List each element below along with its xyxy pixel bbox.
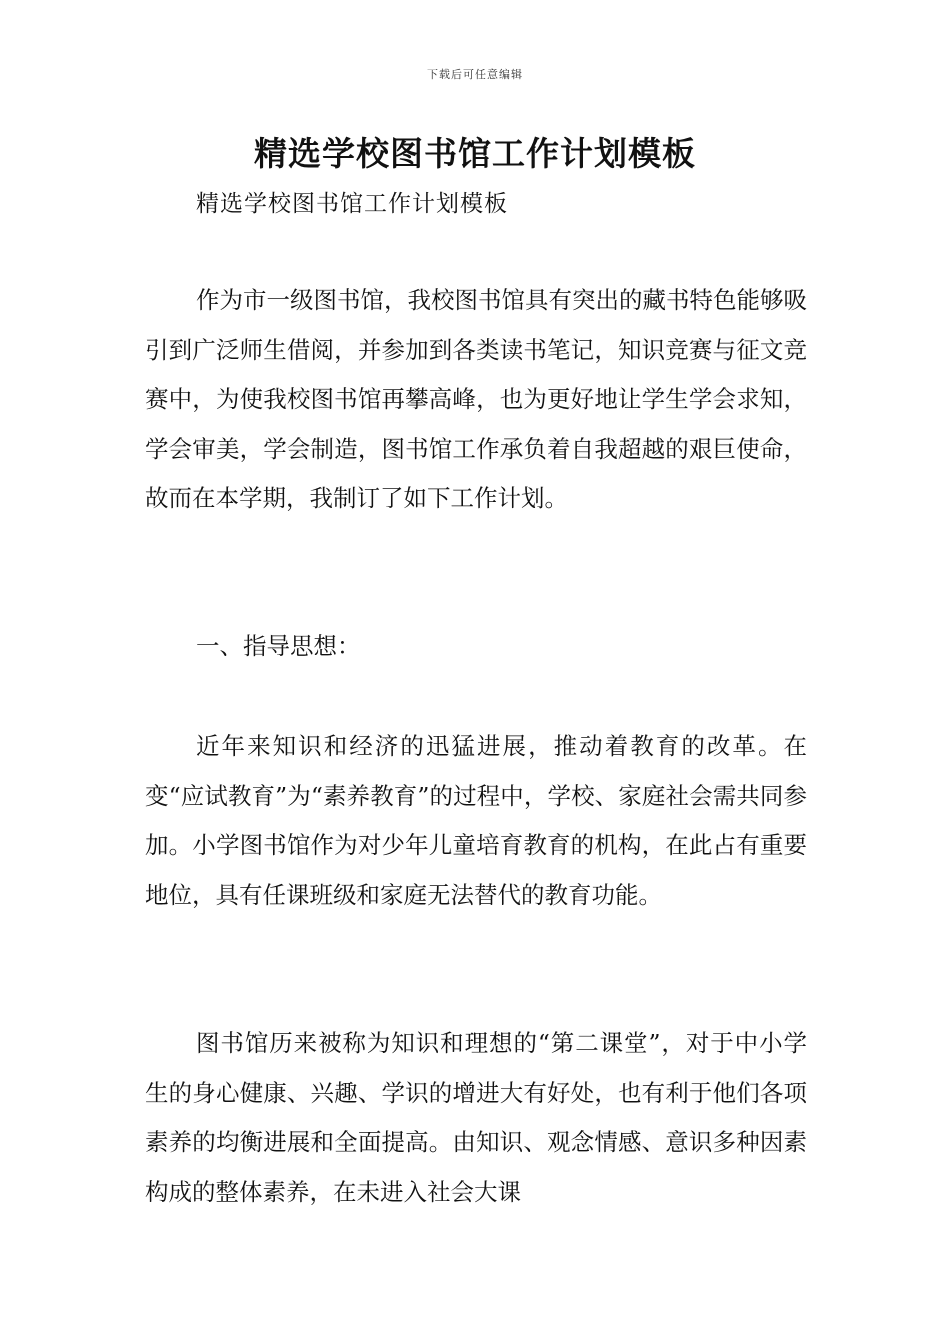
section-heading-guiding-thought: 一、指导思想： <box>196 632 361 660</box>
intro-paragraph: 作为市一级图书馆，我校图书馆具有突出的藏书特色能够吸引到广泛师生借阅，并参加到各类读书笔记，知识竞赛与征文竞赛中，为使我校图书馆再攀高峰，也为更好地让学生学会求知，学会审美，学会制造，图书馆工作承负着自我超越的艰巨使命，故而在本学期，我制订了如下工作计划。 <box>145 286 807 512</box>
document-subtitle: 精选学校图书馆工作计划模板 <box>196 191 508 217</box>
guiding-thought-paragraph-1: 近年来知识和经济的迅猛进展，推动着教育的改革。在变“应试教育”为“素养教育”的过程中，学校、家庭社会需共同参加。小学图书馆作为对少年儿童培育教育的机构，在此占有重要地位，具有任课班级和家庭无法替代的教育功能。 <box>145 732 807 909</box>
document-title: 精选学校图书馆工作计划模板 <box>254 134 696 173</box>
header-note: 下载后可任意编辑 <box>427 68 523 81</box>
guiding-thought-paragraph-2: 图书馆历来被称为知识和理想的“第二课堂”，对于中小学生的身心健康、兴趣、学识的增进大有好处，也有利于他们各项素养的均衡进展和全面提高。由知识、观念情感、意识多种因素构成的整体素养，在未进入社会大课 <box>145 1029 807 1206</box>
